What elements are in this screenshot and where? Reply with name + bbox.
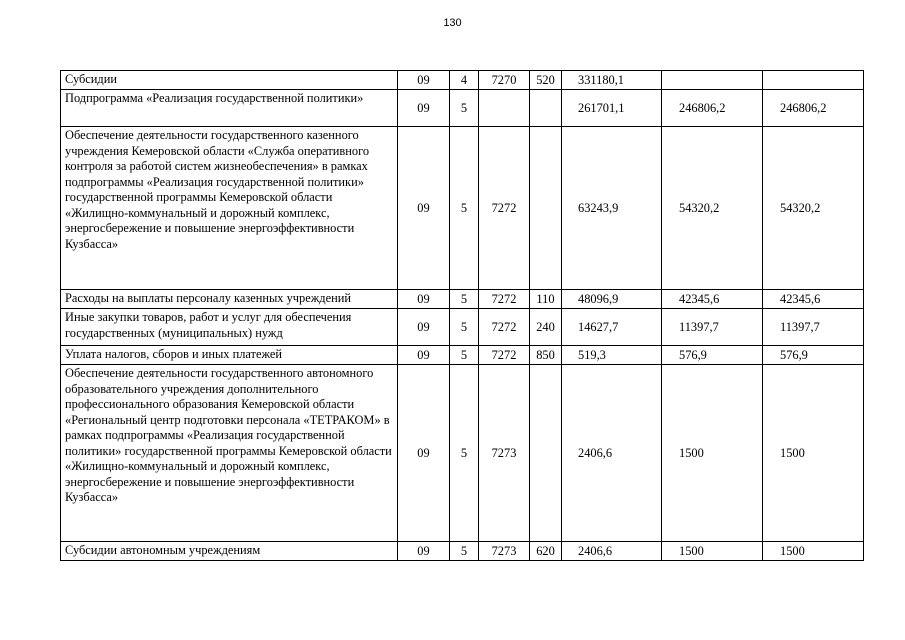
row-amount-year-1: 331180,1 [562, 71, 662, 90]
row-amount-year-3: 246806,2 [763, 90, 864, 127]
row-subsection: 5 [450, 542, 479, 561]
row-amount-year-1: 261701,1 [562, 90, 662, 127]
row-subsection: 5 [450, 290, 479, 309]
row-description: Расходы на выплаты персоналу казенных учреждений [61, 290, 398, 309]
row-amount-year-1: 63243,9 [562, 127, 662, 290]
row-target [479, 90, 530, 127]
table-row [61, 127, 864, 290]
row-subsection: 5 [450, 346, 479, 365]
row-subsection: 5 [450, 309, 479, 346]
row-amount-year-1: 14627,7 [562, 309, 662, 346]
row-type: 520 [530, 71, 562, 90]
row-target: 7273 [479, 365, 530, 542]
row-description: Уплата налогов, сборов и иных платежей [61, 346, 398, 365]
row-section: 09 [398, 365, 450, 542]
row-section: 09 [398, 290, 450, 309]
row-section: 09 [398, 309, 450, 346]
row-amount-year-3: 1500 [763, 365, 864, 542]
row-amount-year-1: 2406,6 [562, 365, 662, 542]
row-amount-year-1: 519,3 [562, 346, 662, 365]
row-amount-year-1: 48096,9 [562, 290, 662, 309]
table-row [61, 290, 864, 309]
row-section: 09 [398, 71, 450, 90]
row-type [530, 365, 562, 542]
row-subsection: 5 [450, 365, 479, 542]
row-subsection: 5 [450, 127, 479, 290]
row-amount-year-3: 54320,2 [763, 127, 864, 290]
row-section: 09 [398, 542, 450, 561]
row-target: 7272 [479, 127, 530, 290]
page-number: 130 [443, 17, 462, 29]
row-amount-year-2: 11397,7 [662, 309, 763, 346]
row-description: Субсидии [61, 71, 398, 90]
row-type: 110 [530, 290, 562, 309]
row-amount-year-2: 54320,2 [662, 127, 763, 290]
row-description: Субсидии автономным учреждениям [61, 542, 398, 561]
row-section: 09 [398, 90, 450, 127]
row-target: 7272 [479, 290, 530, 309]
row-description: Обеспечение деятельности государственного казенного учреждения Кемеровской области «Служба оперативного контроля за работой систем жизнеобеспечения» в рамках подпрограммы «Реализация государственной политики» государственной программы Кемеровской области «Жилищно-коммунальный и дорожный комплекс, энергосбережение и повышение энергоэффективности Кузбасса» [61, 127, 398, 290]
row-amount-year-2: 246806,2 [662, 90, 763, 127]
row-target: 7273 [479, 542, 530, 561]
row-description: Иные закупки товаров, работ и услуг для обеспечения государственных (муниципальных) нужд [61, 309, 398, 346]
table-row [61, 365, 864, 542]
row-type: 850 [530, 346, 562, 365]
row-target: 7270 [479, 71, 530, 90]
table-body [61, 71, 864, 561]
row-target: 7272 [479, 346, 530, 365]
row-type: 240 [530, 309, 562, 346]
row-amount-year-2 [662, 71, 763, 90]
row-type: 620 [530, 542, 562, 561]
row-amount-year-1: 2406,6 [562, 542, 662, 561]
row-subsection: 4 [450, 71, 479, 90]
table-row [61, 71, 864, 90]
row-type [530, 127, 562, 290]
row-amount-year-2: 1500 [662, 365, 763, 542]
table-row [61, 542, 864, 561]
row-subsection: 5 [450, 90, 479, 127]
row-amount-year-2: 1500 [662, 542, 763, 561]
row-amount-year-3 [763, 71, 864, 90]
table-row [61, 90, 864, 127]
row-description: Обеспечение деятельности государственного автономного образовательного учреждения дополнительного профессионального образования Кемеровской области «Региональный центр подготовки персонала «ТЕТРАКОМ» в рамках подпрограммы «Реализация государственной политики» государственной программы Кемеровской области «Жилищно-коммунальный и дорожный комплекс, энергосбережение и повышение энергоэффективности Кузбасса» [61, 365, 398, 542]
table-row [61, 309, 864, 346]
row-type [530, 90, 562, 127]
row-amount-year-3: 42345,6 [763, 290, 864, 309]
row-amount-year-3: 11397,7 [763, 309, 864, 346]
row-section: 09 [398, 346, 450, 365]
row-amount-year-2: 42345,6 [662, 290, 763, 309]
budget-table [60, 70, 864, 561]
row-description: Подпрограмма «Реализация государственной политики» [61, 90, 398, 127]
row-amount-year-3: 576,9 [763, 346, 864, 365]
row-amount-year-3: 1500 [763, 542, 864, 561]
row-section: 09 [398, 127, 450, 290]
row-target: 7272 [479, 309, 530, 346]
table-row [61, 346, 864, 365]
row-amount-year-2: 576,9 [662, 346, 763, 365]
